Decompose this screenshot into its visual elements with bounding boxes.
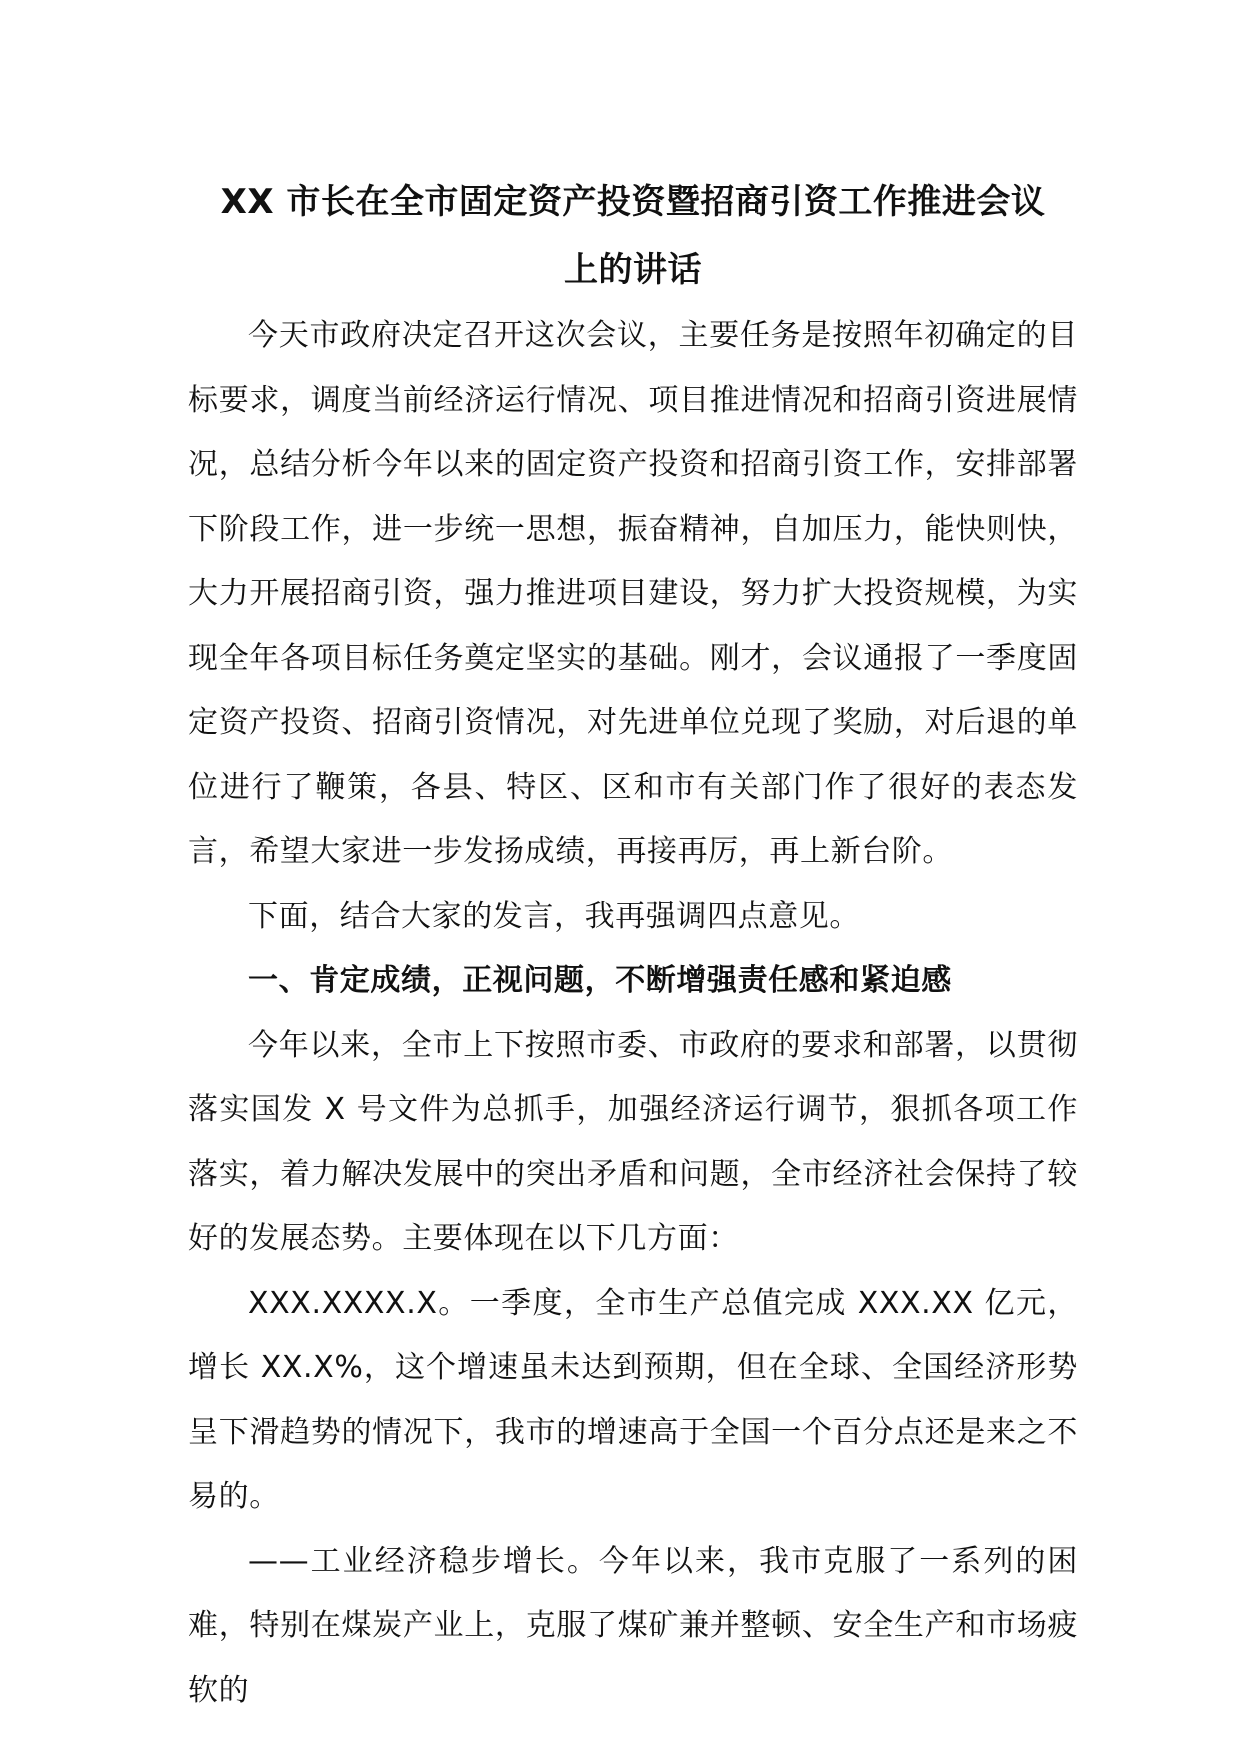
document-body xyxy=(188,168,1078,1723)
title-line-1: XX 市长在全市固定资产投资暨招商引资工作推进会议 xyxy=(220,182,1046,222)
section1-paragraph: XXX.XXXX.X。一季度，全市生产总值完成 XXX.XX 亿元，增长 XX.X%，这个增速虽未达到预期，但在全球、全国经济形势呈下滑趋势的情况下，我市的增速高于全国一个百分点还是来之不易的。 xyxy=(188,1285,1078,1514)
transition-paragraph: 下面，结合大家的发言，我再强调四点意见。 xyxy=(248,898,860,934)
section1-paragraph: ——工业经济稳步增长。今年以来，我市克服了一系列的困难，特别在煤炭产业上，克服了煤矿兼并整顿、安全生产和市场疲软的 xyxy=(188,1543,1078,1708)
section1-paragraph: 今年以来，全市上下按照市委、市政府的要求和部署，以贯彻落实国发 X 号文件为总抓手，加强经济运行调节，狠抓各项工作落实，着力解决发展中的突出矛盾和问题，全市经济社会保持了较好的发展态势。主要体现在以下几方面： xyxy=(188,1027,1078,1256)
document-title xyxy=(188,168,1078,304)
opening-paragraph: 今天市政府决定召开这次会议，主要任务是按照年初确定的目标要求，调度当前经济运行情况、项目推进情况和招商引资进展情况，总结分析今年以来的固定资产投资和招商引资工作，安排部署下阶段工作，进一步统一思想，振奋精神，自加压力，能快则快，大力开展招商引资，强力推进项目建设，努力扩大投资规模，为实现全年各项目标任务奠定坚实的基础。刚才，会议通报了一季度固定资产投资、招商引资情况，对先进单位兑现了奖励，对后退的单位进行了鞭策，各县、特区、区和市有关部门作了很好的表态发言，希望大家进一步发扬成绩，再接再厉，再上新台阶。 xyxy=(188,318,1078,869)
title-line-2: 上的讲话 xyxy=(564,250,702,290)
section-heading-1: 一、肯定成绩，正视问题，不断增强责任感和紧迫感 xyxy=(248,963,952,998)
